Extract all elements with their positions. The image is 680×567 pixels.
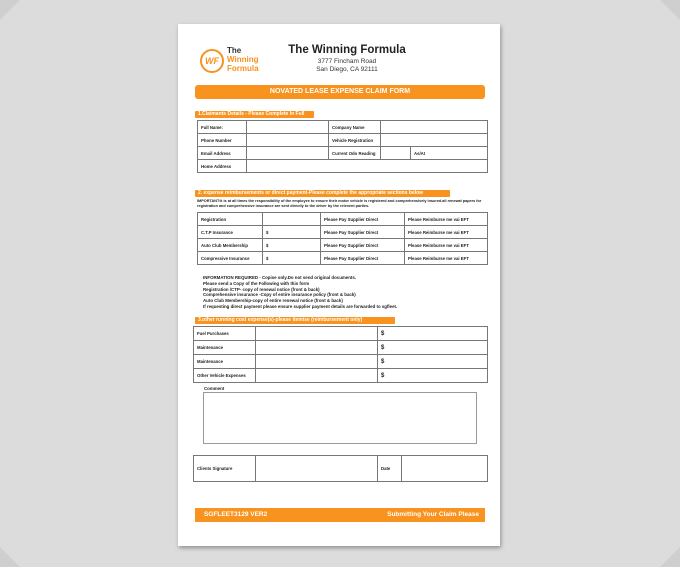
table-row [194,355,488,369]
reimbursement-table [197,212,488,265]
section1-heading: 1.Claimants Details - Please Complete In Full [195,111,314,118]
logo-line: The [227,46,242,55]
pay-supplier-option[interactable]: Please Pay Supplier Direct [321,213,405,226]
logo-line: Formula [227,64,259,73]
amount-field[interactable]: $ [263,239,321,252]
information-required [203,275,483,310]
expense-label: Maintenance [194,355,256,369]
full-name-field[interactable] [247,121,329,134]
expense-label: Registration [198,213,263,226]
table-row [198,213,488,226]
table-row [198,147,488,160]
comment-field[interactable] [203,392,477,444]
amount-field[interactable]: $ [378,327,488,341]
date-field[interactable] [402,456,488,482]
form-code: SGFLEET3129 VER2 [204,511,268,518]
section2-heading: 2. expense reimbursements or direct payment-Please complete the appropriate sections below [195,190,450,197]
table-row [198,134,488,147]
field-label: Vehicle Registration [329,134,381,147]
company-address [282,58,412,74]
table-row [198,239,488,252]
claimant-details-table [197,120,488,173]
info-line: Registration /CTP- copy of renewal notice (front & back) [203,286,320,292]
expense-label: Maintenance [194,341,256,355]
expense-label: Fuel Purchases [194,327,256,341]
address-line: 3777 Fincham Road [317,58,377,65]
expense-label: C.T.P Insurance [198,226,263,239]
form-title: NOVATED LEASE EXPENSE CLAIM FORM [195,85,485,99]
amount-field[interactable] [263,213,321,226]
company-header [282,44,412,74]
as-at-field[interactable]: As/At [411,147,488,160]
important-notice: IMPORTANT:it is at all times the responsibility of the employee to ensure their motor vehicle is registered and comprehensively insured.all renewal papers for registration and comprehensive insurance are sent directly to the driver by the relevent parties. [197,199,482,208]
logo-wordmark [227,46,259,73]
email-address-field[interactable] [247,147,329,160]
amount-field[interactable]: $ [263,226,321,239]
field-label: Current Odo Reading [329,147,381,160]
home-address-field[interactable] [247,160,488,173]
field-label: Full Name: [198,121,247,134]
phone-number-field[interactable] [247,134,329,147]
reimburse-option[interactable]: Please Reimburse me vai EFT [405,252,488,265]
expense-label: Auto Club Membership [198,239,263,252]
address-line: San Diego, CA 92111 [316,66,378,73]
expense-label: Other Vehicle Expenses [194,369,256,383]
reimburse-option[interactable]: Please Reimburse me vai EFT [405,239,488,252]
signature-table [193,455,488,482]
description-field[interactable] [256,369,378,383]
pay-supplier-option[interactable]: Please Pay Supplier Direct [321,252,405,265]
table-row [194,341,488,355]
company-logo [200,46,270,82]
reimburse-option[interactable]: Please Reimburse me vai EFT [405,213,488,226]
table-row [194,327,488,341]
info-line: Please send a Copy of the Following with this form [203,280,310,286]
logo-monogram-icon: WF [200,49,224,73]
info-line: Comprehensive insurance -Copy of entire insurance policy (front & back) [203,292,356,298]
reimburse-option[interactable]: Please Reimburse me vai EFT [405,226,488,239]
signature-field[interactable] [256,456,378,482]
amount-field[interactable]: $ [378,369,488,383]
date-label: Date [378,456,402,482]
field-label: Home Address [198,160,247,173]
odo-reading-field[interactable] [381,147,411,160]
field-label: Company Name [329,121,381,134]
field-label: Phone Number [198,134,247,147]
logo-line: Winning [227,55,259,64]
description-field[interactable] [256,355,378,369]
corner-decoration [0,0,20,20]
table-row [198,226,488,239]
corner-decoration [660,547,680,567]
signature-label: Clients Signature [194,456,256,482]
table-row [198,121,488,134]
amount-field[interactable]: $ [378,341,488,355]
info-line: If requesting direct payment please ensure supplier payment details are forwarded to sgfleet. [203,303,398,309]
footer-bar [195,508,485,522]
field-label: Email Address [198,147,247,160]
vehicle-registration-field[interactable] [381,134,488,147]
amount-field[interactable]: $ [378,355,488,369]
section3-heading: 3.other running cost expense(s)-please itemise (reimbursement only) [195,317,395,324]
table-row [194,369,488,383]
form-page [178,24,500,546]
company-name: The Winning Formula [288,44,406,56]
corner-decoration [660,0,680,20]
description-field[interactable] [256,327,378,341]
table-row [198,252,488,265]
company-name-field[interactable] [381,121,488,134]
pay-supplier-option[interactable]: Please Pay Supplier Direct [321,226,405,239]
submit-claim-text: Submitting Your Claim Please [387,511,479,518]
info-line: INFORMATION REQUIRED - Copise only.Do not send original documents. [203,275,357,280]
table-row [194,456,488,482]
corner-decoration [0,547,20,567]
running-cost-table [193,326,488,383]
table-row [198,160,488,173]
description-field[interactable] [256,341,378,355]
amount-field[interactable]: $ [263,252,321,265]
pay-supplier-option[interactable]: Please Pay Supplier Direct [321,239,405,252]
comment-label: Comment [204,386,225,391]
info-line: Auto Club Membership-copy of entire renewal notice (front & back) [203,298,343,304]
expense-label: Compressive Insurance [198,252,263,265]
